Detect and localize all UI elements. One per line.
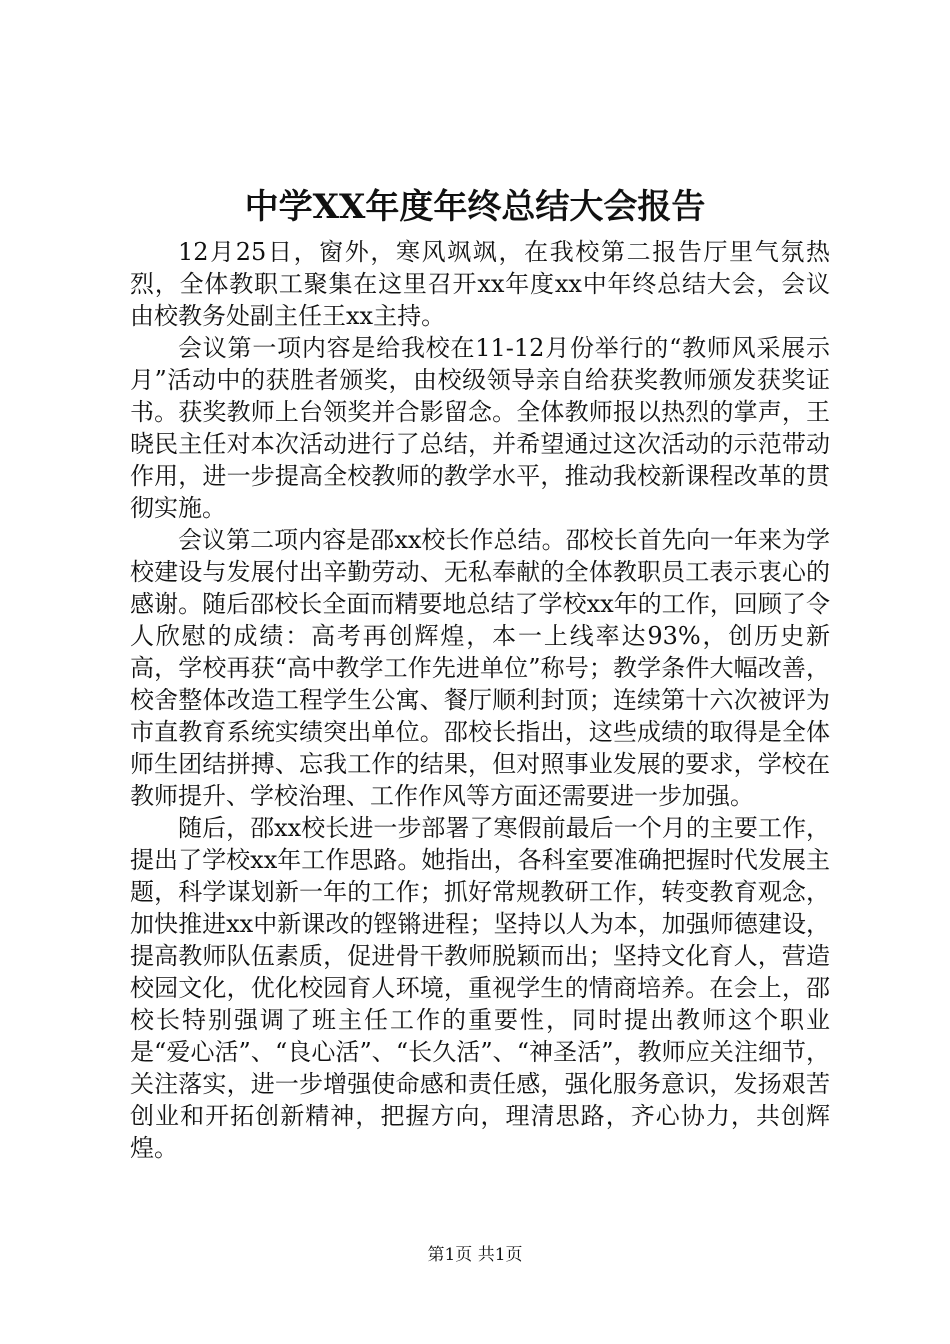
paragraph-4: 随后，邵xx校长进一步部署了寒假前最后一个月的主要工作，提出了学校xx年工作思路。她指出，各科室要准确把握时代发展主题，科学谋划新一年的工作；抓好常规教研工作，转变教育观念，加快推进xx中新课改的铿锵进程；坚持以人为本，加强师德建设，提高教师队伍素质，促进骨干教师脱颖而出；坚持文化育人，营造校园文化，优化校园育人环境，重视学生的情商培养。在会上，邵校长特别强调了班主任工作的重要性，同时提出教师这个职业是“爱心活”、“良心活”、“长久活”、“神圣活”，教师应关注细节，关注落实，进一步增强使命感和责任感，强化服务意识，发扬艰苦创业和开拓创新精神，把握方向，理清思路，齐心协力，共创辉煌。 [130,814,830,1162]
document-title: 中学XX年度年终总结大会报告 [244,187,706,227]
document-body [130,236,830,1164]
page-footer: 第1页 共1页 [427,1245,523,1265]
paragraph-1: 12月25日，窗外，寒风飒飒，在我校第二报告厅里气氛热烈，全体教职工聚集在这里召开xx年度xx中年终总结大会，会议由校教务处副主任王xx主持。 [130,238,830,330]
paragraph-2: 会议第一项内容是给我校在11-12月份举行的“教师风采展示月”活动中的获胜者颁奖，由校级领导亲自给获奖教师颁发获奖证书。获奖教师上台领奖并合影留念。全体教师报以热烈的掌声，王晓民主任对本次活动进行了总结，并希望通过这次活动的示范带动作用，进一步提高全校教师的教学水平，推动我校新课程改革的贯彻实施。 [130,334,830,522]
paragraph-3: 会议第二项内容是邵xx校长作总结。邵校长首先向一年来为学校建设与发展付出辛勤劳动、无私奉献的全体教职员工表示衷心的感谢。随后邵校长全面而精要地总结了学校xx年的工作，回顾了令人欣慰的成绩：高考再创辉煌，本一上线率达93%，创历史新高，学校再获“高中教学工作先进单位”称号；教学条件大幅改善，校舍整体改造工程学生公寓、餐厅顺利封顶；连续第十六次被评为市直教育系统实绩突出单位。邵校长指出，这些成绩的取得是全体师生团结拼搏、忘我工作的结果，但对照事业发展的要求，学校在教师提升、学校治理、工作作风等方面还需要进一步加强。 [130,526,830,810]
